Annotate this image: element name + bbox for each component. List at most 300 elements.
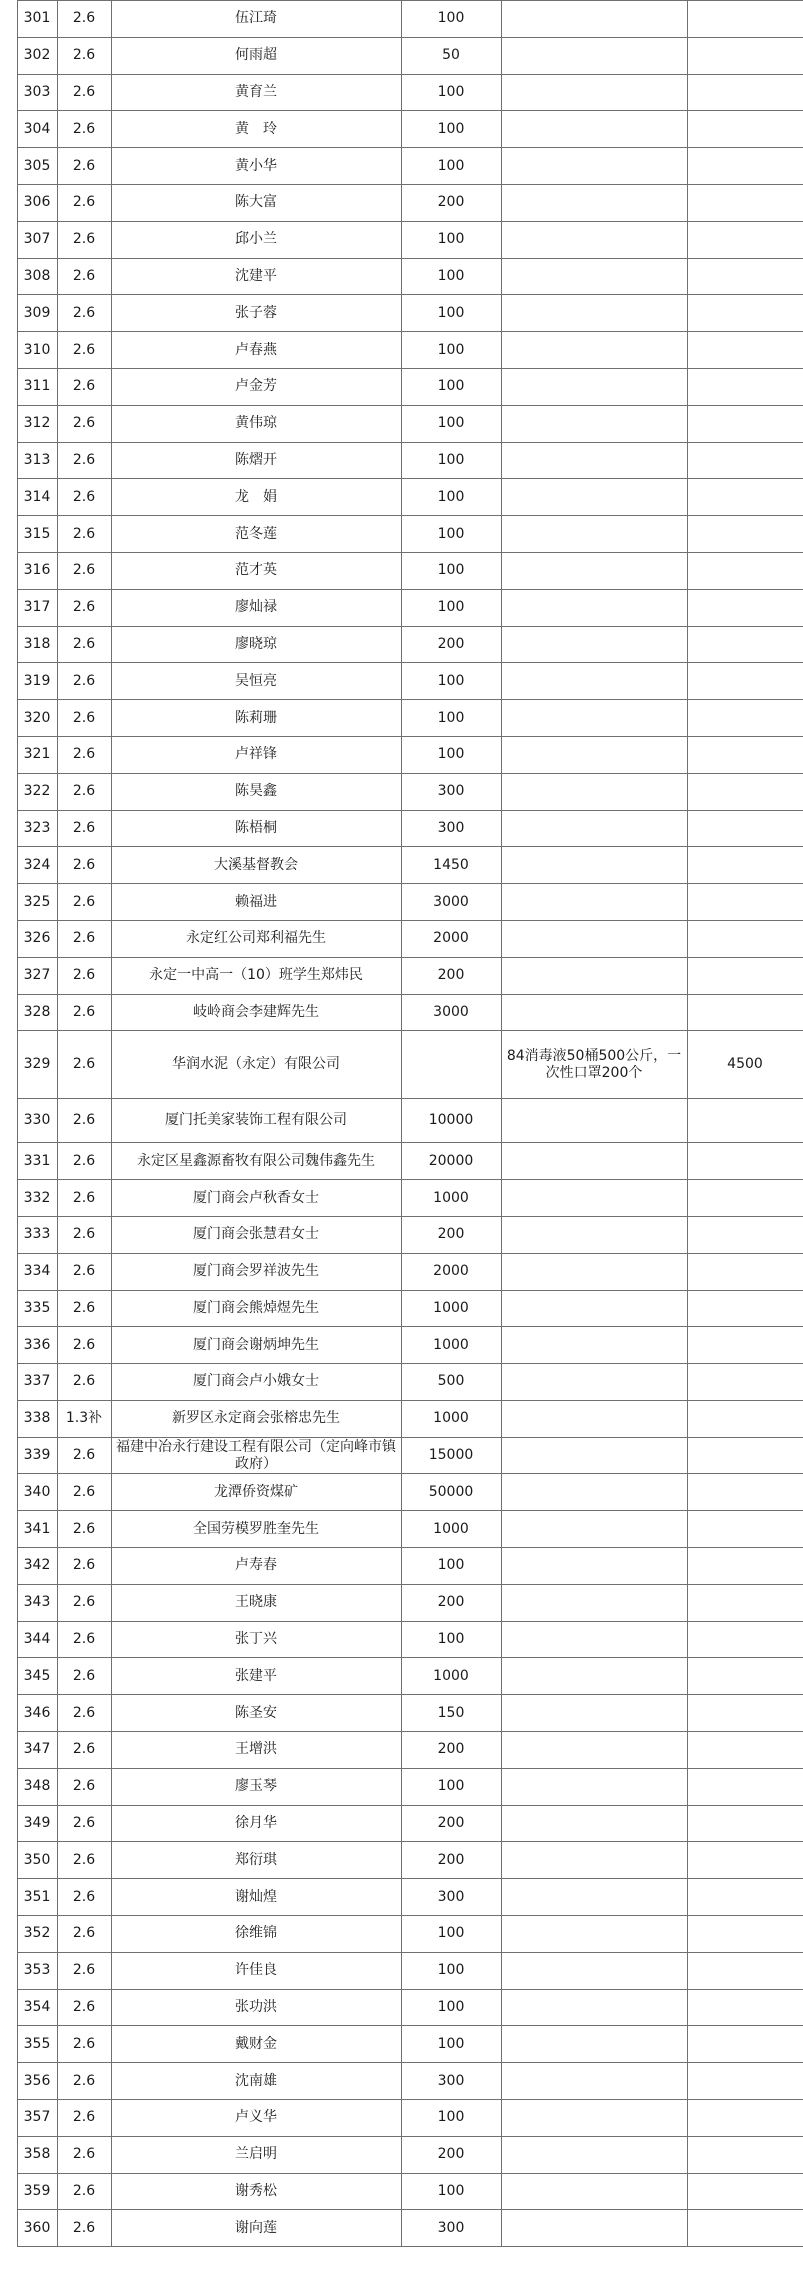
serial-number-cell: 312 <box>17 405 57 442</box>
serial-number-cell: 307 <box>17 221 57 258</box>
serial-number-cell: 355 <box>17 2026 57 2063</box>
goods-cell <box>501 1621 687 1658</box>
date-cell: 2.6 <box>57 1879 111 1916</box>
donor-name-cell: 范才英 <box>111 552 401 589</box>
row-gutter <box>0 148 17 185</box>
goods-value-cell <box>687 1253 803 1290</box>
donor-name-cell: 张丁兴 <box>111 1621 401 1658</box>
row-gutter <box>0 1916 17 1953</box>
goods-value-cell <box>687 1842 803 1879</box>
serial-number-cell: 333 <box>17 1216 57 1253</box>
date-cell: 2.6 <box>57 773 111 810</box>
donor-name-cell: 新罗区永定商会张榕忠先生 <box>111 1400 401 1437</box>
amount-cell: 10000 <box>401 1099 501 1143</box>
goods-value-cell <box>687 957 803 994</box>
row-gutter <box>0 736 17 773</box>
goods-cell <box>501 1695 687 1732</box>
date-cell: 2.6 <box>57 1548 111 1585</box>
donor-name-cell: 陈莉珊 <box>111 700 401 737</box>
row-gutter <box>0 74 17 111</box>
goods-cell <box>501 1216 687 1253</box>
table-row <box>0 1989 803 2026</box>
row-gutter <box>0 1548 17 1585</box>
table-row <box>0 773 803 810</box>
goods-cell <box>501 1290 687 1327</box>
table-row <box>0 589 803 626</box>
donor-name-cell: 黄小华 <box>111 148 401 185</box>
row-gutter <box>0 1364 17 1401</box>
amount-cell: 1000 <box>401 1327 501 1364</box>
goods-cell <box>501 1511 687 1548</box>
row-gutter <box>0 1621 17 1658</box>
row-gutter <box>0 1805 17 1842</box>
amount-cell <box>401 1031 501 1099</box>
row-gutter <box>0 1842 17 1879</box>
amount-cell: 100 <box>401 1989 501 2026</box>
donor-name-cell: 厦门商会熊焯煜先生 <box>111 1290 401 1327</box>
table-row <box>0 332 803 369</box>
serial-number-cell: 322 <box>17 773 57 810</box>
donor-name-cell: 廖灿禄 <box>111 589 401 626</box>
goods-cell <box>501 37 687 74</box>
row-gutter <box>0 405 17 442</box>
row-gutter <box>0 1327 17 1364</box>
serial-number-cell: 326 <box>17 920 57 957</box>
amount-cell: 300 <box>401 1879 501 1916</box>
goods-cell <box>501 847 687 884</box>
serial-number-cell: 310 <box>17 332 57 369</box>
row-gutter <box>0 2136 17 2173</box>
amount-cell: 100 <box>401 1916 501 1953</box>
serial-number-cell: 352 <box>17 1916 57 1953</box>
amount-cell: 1000 <box>401 1290 501 1327</box>
amount-cell: 200 <box>401 2136 501 2173</box>
row-gutter <box>0 1031 17 1099</box>
serial-number-cell: 351 <box>17 1879 57 1916</box>
row-gutter <box>0 957 17 994</box>
date-cell: 2.6 <box>57 111 111 148</box>
date-cell: 2.6 <box>57 920 111 957</box>
goods-value-cell <box>687 1216 803 1253</box>
goods-cell <box>501 920 687 957</box>
row-gutter <box>0 1584 17 1621</box>
goods-value-cell <box>687 1 803 38</box>
donor-name-cell: 吴恒亮 <box>111 663 401 700</box>
serial-number-cell: 353 <box>17 1952 57 1989</box>
row-gutter <box>0 1474 17 1511</box>
row-gutter <box>0 1 17 38</box>
table-row <box>0 994 803 1031</box>
date-cell: 2.6 <box>57 1290 111 1327</box>
serial-number-cell: 318 <box>17 626 57 663</box>
date-cell: 2.6 <box>57 516 111 553</box>
goods-value-cell <box>687 258 803 295</box>
table-row <box>0 368 803 405</box>
goods-cell <box>501 1916 687 1953</box>
goods-value-cell <box>687 368 803 405</box>
amount-cell: 100 <box>401 516 501 553</box>
goods-value-cell <box>687 2100 803 2137</box>
goods-value-cell <box>687 1732 803 1769</box>
donor-name-cell: 张子蓉 <box>111 295 401 332</box>
goods-cell <box>501 736 687 773</box>
serial-number-cell: 315 <box>17 516 57 553</box>
row-gutter <box>0 295 17 332</box>
goods-value-cell <box>687 626 803 663</box>
table-row <box>0 736 803 773</box>
date-cell: 2.6 <box>57 2063 111 2100</box>
row-gutter <box>0 589 17 626</box>
serial-number-cell: 357 <box>17 2100 57 2137</box>
goods-value-cell <box>687 332 803 369</box>
goods-value-cell <box>687 847 803 884</box>
date-cell: 2.6 <box>57 884 111 921</box>
donor-name-cell: 厦门商会谢炳坤先生 <box>111 1327 401 1364</box>
donor-name-cell: 黄 玲 <box>111 111 401 148</box>
amount-cell: 100 <box>401 295 501 332</box>
serial-number-cell: 330 <box>17 1099 57 1143</box>
amount-cell: 200 <box>401 1732 501 1769</box>
serial-number-cell: 334 <box>17 1253 57 1290</box>
donor-name-cell: 卢春燕 <box>111 332 401 369</box>
amount-cell: 100 <box>401 479 501 516</box>
amount-cell: 3000 <box>401 994 501 1031</box>
amount-cell: 100 <box>401 700 501 737</box>
serial-number-cell: 358 <box>17 2136 57 2173</box>
serial-number-cell: 308 <box>17 258 57 295</box>
date-cell: 2.6 <box>57 994 111 1031</box>
goods-cell <box>501 2210 687 2247</box>
donor-name-cell: 戴财金 <box>111 2026 401 2063</box>
serial-number-cell: 302 <box>17 37 57 74</box>
goods-value-cell <box>687 1584 803 1621</box>
amount-cell: 100 <box>401 368 501 405</box>
donor-name-cell: 陈梧桐 <box>111 810 401 847</box>
row-gutter <box>0 2210 17 2247</box>
serial-number-cell: 335 <box>17 1290 57 1327</box>
goods-value-cell <box>687 2026 803 2063</box>
goods-cell <box>501 332 687 369</box>
amount-cell: 20000 <box>401 1143 501 1180</box>
serial-number-cell: 359 <box>17 2173 57 2210</box>
goods-value-cell <box>687 1474 803 1511</box>
goods-cell <box>501 700 687 737</box>
serial-number-cell: 309 <box>17 295 57 332</box>
date-cell: 2.6 <box>57 37 111 74</box>
row-gutter <box>0 37 17 74</box>
table-row <box>0 1143 803 1180</box>
goods-value-cell <box>687 295 803 332</box>
goods-cell <box>501 1584 687 1621</box>
serial-number-cell: 303 <box>17 74 57 111</box>
serial-number-cell: 350 <box>17 1842 57 1879</box>
goods-cell <box>501 1099 687 1143</box>
table-row <box>0 1768 803 1805</box>
amount-cell: 300 <box>401 2210 501 2247</box>
amount-cell: 200 <box>401 1805 501 1842</box>
goods-value-cell <box>687 1989 803 2026</box>
donor-name-cell: 厦门托美家装饰工程有限公司 <box>111 1099 401 1143</box>
table-row <box>0 700 803 737</box>
donor-name-cell: 卢义华 <box>111 2100 401 2137</box>
row-gutter <box>0 1658 17 1695</box>
date-cell: 2.6 <box>57 736 111 773</box>
donor-name-cell: 范冬莲 <box>111 516 401 553</box>
date-cell: 2.6 <box>57 2026 111 2063</box>
table-row <box>0 2063 803 2100</box>
table-row <box>0 1031 803 1099</box>
goods-value-cell <box>687 1548 803 1585</box>
table-row <box>0 2026 803 2063</box>
donor-name-cell: 永定区星鑫源畜牧有限公司魏伟鑫先生 <box>111 1143 401 1180</box>
goods-value-cell <box>687 2173 803 2210</box>
date-cell: 2.6 <box>57 1768 111 1805</box>
amount-cell: 100 <box>401 1952 501 1989</box>
donor-name-cell: 徐维锦 <box>111 1916 401 1953</box>
goods-value-cell <box>687 2063 803 2100</box>
date-cell: 2.6 <box>57 1805 111 1842</box>
amount-cell: 100 <box>401 148 501 185</box>
amount-cell: 100 <box>401 2100 501 2137</box>
goods-cell <box>501 1952 687 1989</box>
serial-number-cell: 327 <box>17 957 57 994</box>
goods-value-cell <box>687 920 803 957</box>
amount-cell: 100 <box>401 589 501 626</box>
goods-value-cell <box>687 552 803 589</box>
donor-name-cell: 黄伟琼 <box>111 405 401 442</box>
goods-value-cell <box>687 1621 803 1658</box>
goods-value-cell <box>687 994 803 1031</box>
goods-value-cell <box>687 884 803 921</box>
date-cell: 2.6 <box>57 184 111 221</box>
table-row <box>0 2136 803 2173</box>
goods-cell <box>501 773 687 810</box>
date-cell: 2.6 <box>57 1474 111 1511</box>
row-gutter <box>0 663 17 700</box>
row-gutter <box>0 1400 17 1437</box>
donor-name-cell: 廖玉琴 <box>111 1768 401 1805</box>
table-row <box>0 479 803 516</box>
goods-cell <box>501 442 687 479</box>
table-row <box>0 1916 803 1953</box>
serial-number-cell: 325 <box>17 884 57 921</box>
table-row <box>0 626 803 663</box>
goods-cell <box>501 626 687 663</box>
amount-cell: 100 <box>401 405 501 442</box>
date-cell: 2.6 <box>57 589 111 626</box>
amount-cell: 100 <box>401 442 501 479</box>
goods-cell <box>501 1842 687 1879</box>
serial-number-cell: 348 <box>17 1768 57 1805</box>
date-cell: 2.6 <box>57 1437 111 1474</box>
amount-cell: 200 <box>401 184 501 221</box>
goods-cell <box>501 589 687 626</box>
goods-value-cell <box>687 111 803 148</box>
date-cell: 2.6 <box>57 1916 111 1953</box>
row-gutter <box>0 442 17 479</box>
row-gutter <box>0 884 17 921</box>
date-cell: 2.6 <box>57 1180 111 1217</box>
date-cell: 2.6 <box>57 442 111 479</box>
table-row <box>0 1695 803 1732</box>
date-cell: 2.6 <box>57 405 111 442</box>
date-cell: 2.6 <box>57 1 111 38</box>
date-cell: 2.6 <box>57 332 111 369</box>
donor-name-cell: 卢寿春 <box>111 1548 401 1585</box>
table-row <box>0 1 803 38</box>
serial-number-cell: 320 <box>17 700 57 737</box>
amount-cell: 100 <box>401 736 501 773</box>
row-gutter <box>0 2026 17 2063</box>
goods-value-cell <box>687 1099 803 1143</box>
goods-value-cell <box>687 1658 803 1695</box>
goods-value-cell <box>687 1511 803 1548</box>
row-gutter <box>0 1253 17 1290</box>
goods-value-cell <box>687 184 803 221</box>
donor-name-cell: 兰启明 <box>111 2136 401 2173</box>
goods-value-cell <box>687 1952 803 1989</box>
goods-value-cell <box>687 74 803 111</box>
donor-name-cell: 徐月华 <box>111 1805 401 1842</box>
table-row <box>0 552 803 589</box>
row-gutter <box>0 700 17 737</box>
row-gutter <box>0 258 17 295</box>
table-row <box>0 74 803 111</box>
amount-cell: 150 <box>401 1695 501 1732</box>
row-gutter <box>0 1732 17 1769</box>
date-cell: 2.6 <box>57 479 111 516</box>
serial-number-cell: 341 <box>17 1511 57 1548</box>
goods-cell <box>501 221 687 258</box>
amount-cell: 1000 <box>401 1400 501 1437</box>
goods-cell: 84消毒液50桶500公斤，一次性口罩200个 <box>501 1031 687 1099</box>
goods-cell <box>501 1180 687 1217</box>
serial-number-cell: 339 <box>17 1437 57 1474</box>
serial-number-cell: 349 <box>17 1805 57 1842</box>
date-cell: 2.6 <box>57 1253 111 1290</box>
table-row <box>0 258 803 295</box>
row-gutter <box>0 920 17 957</box>
amount-cell: 1450 <box>401 847 501 884</box>
donor-name-cell: 沈南雄 <box>111 2063 401 2100</box>
donor-name-cell: 廖晓琼 <box>111 626 401 663</box>
donor-name-cell: 卢金芳 <box>111 368 401 405</box>
amount-cell: 300 <box>401 773 501 810</box>
table-row <box>0 1290 803 1327</box>
amount-cell: 100 <box>401 2173 501 2210</box>
row-gutter <box>0 1143 17 1180</box>
goods-cell <box>501 479 687 516</box>
goods-value-cell <box>687 700 803 737</box>
goods-value-cell <box>687 810 803 847</box>
date-cell: 2.6 <box>57 1989 111 2026</box>
date-cell: 2.6 <box>57 1732 111 1769</box>
table-row <box>0 1327 803 1364</box>
table-row <box>0 1805 803 1842</box>
serial-number-cell: 343 <box>17 1584 57 1621</box>
table-row <box>0 1400 803 1437</box>
table-row <box>0 663 803 700</box>
serial-number-cell: 321 <box>17 736 57 773</box>
goods-value-cell <box>687 1400 803 1437</box>
serial-number-cell: 336 <box>17 1327 57 1364</box>
row-gutter <box>0 1695 17 1732</box>
row-gutter <box>0 2063 17 2100</box>
goods-cell <box>501 1658 687 1695</box>
amount-cell: 100 <box>401 111 501 148</box>
goods-cell <box>501 1143 687 1180</box>
goods-value-cell <box>687 1805 803 1842</box>
goods-cell <box>501 368 687 405</box>
goods-cell <box>501 1548 687 1585</box>
date-cell: 2.6 <box>57 1216 111 1253</box>
goods-cell <box>501 884 687 921</box>
serial-number-cell: 306 <box>17 184 57 221</box>
goods-value-cell <box>687 2210 803 2247</box>
donor-name-cell: 沈建平 <box>111 258 401 295</box>
amount-cell: 200 <box>401 957 501 994</box>
donor-name-cell: 龙 娟 <box>111 479 401 516</box>
amount-cell: 100 <box>401 74 501 111</box>
table-row <box>0 37 803 74</box>
serial-number-cell: 304 <box>17 111 57 148</box>
donor-name-cell: 谢灿煌 <box>111 1879 401 1916</box>
donor-name-cell: 黄育兰 <box>111 74 401 111</box>
amount-cell: 100 <box>401 1621 501 1658</box>
date-cell: 2.6 <box>57 1658 111 1695</box>
date-cell: 2.6 <box>57 1695 111 1732</box>
date-cell: 2.6 <box>57 221 111 258</box>
donor-name-cell: 郑衍琪 <box>111 1842 401 1879</box>
table-row <box>0 295 803 332</box>
serial-number-cell: 337 <box>17 1364 57 1401</box>
row-gutter <box>0 1290 17 1327</box>
amount-cell: 15000 <box>401 1437 501 1474</box>
row-gutter <box>0 1216 17 1253</box>
table-row <box>0 1474 803 1511</box>
goods-cell <box>501 1989 687 2026</box>
table-row <box>0 884 803 921</box>
amount-cell: 2000 <box>401 1253 501 1290</box>
date-cell: 1.3补 <box>57 1400 111 1437</box>
row-gutter <box>0 1437 17 1474</box>
amount-cell: 100 <box>401 1768 501 1805</box>
table-row <box>0 148 803 185</box>
goods-cell <box>501 2026 687 2063</box>
table-row <box>0 405 803 442</box>
date-cell: 2.6 <box>57 552 111 589</box>
goods-value-cell <box>687 663 803 700</box>
serial-number-cell: 338 <box>17 1400 57 1437</box>
donor-name-cell: 陈大富 <box>111 184 401 221</box>
serial-number-cell: 311 <box>17 368 57 405</box>
amount-cell: 1000 <box>401 1511 501 1548</box>
amount-cell: 100 <box>401 1 501 38</box>
goods-cell <box>501 810 687 847</box>
goods-cell <box>501 1253 687 1290</box>
date-cell: 2.6 <box>57 1621 111 1658</box>
row-gutter <box>0 847 17 884</box>
serial-number-cell: 329 <box>17 1031 57 1099</box>
row-gutter <box>0 184 17 221</box>
amount-cell: 200 <box>401 1842 501 1879</box>
donor-name-cell: 厦门商会张慧君女士 <box>111 1216 401 1253</box>
row-gutter <box>0 1180 17 1217</box>
date-cell: 2.6 <box>57 2100 111 2137</box>
row-gutter <box>0 1511 17 1548</box>
table-row <box>0 847 803 884</box>
date-cell: 2.6 <box>57 810 111 847</box>
